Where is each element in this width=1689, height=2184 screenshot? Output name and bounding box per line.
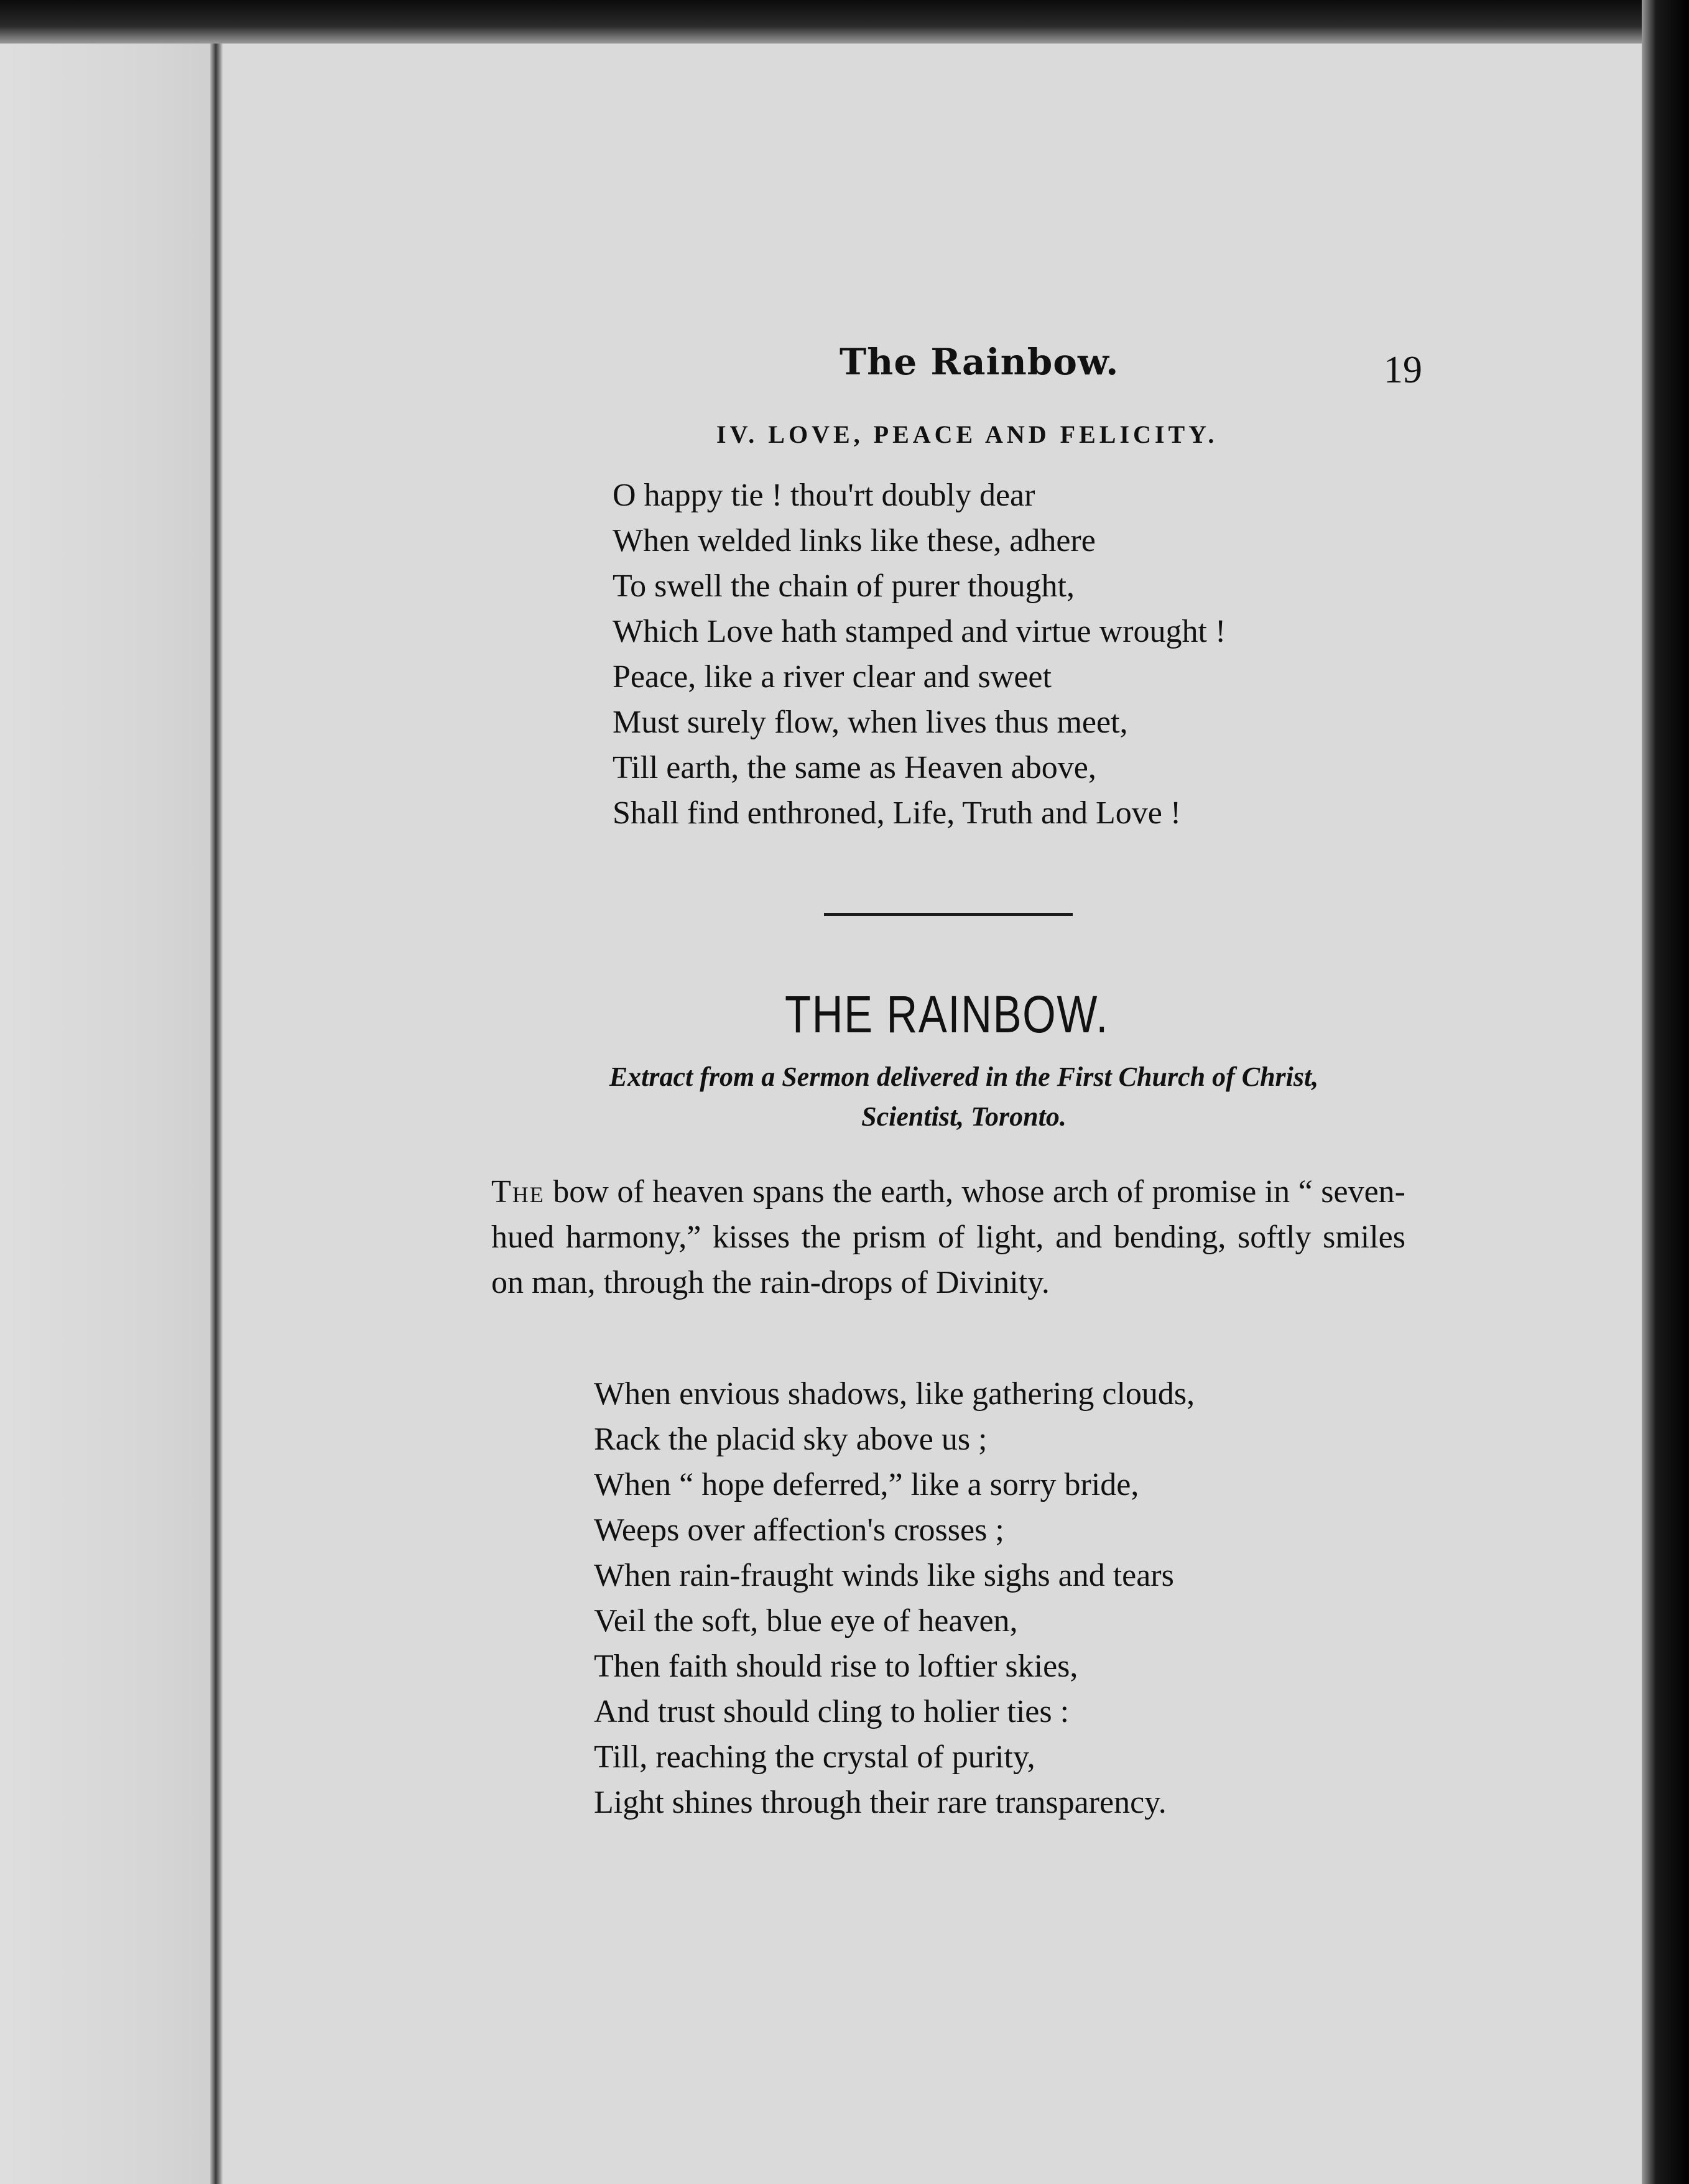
poem-line: Weeps over affection's crosses ; (594, 1512, 1004, 1548)
poem-line: And trust should cling to holier ties : (594, 1694, 1070, 1729)
poem-line: Rack the placid sky above us ; (594, 1422, 988, 1457)
subtitle-line: Extract from a Sermon delivered in the First Church of Christ, (609, 1062, 1319, 1092)
poem-rainbow-verse (594, 1371, 1195, 1825)
poem-line: When “ hope deferred,” like a sorry bride, (594, 1467, 1139, 1502)
poem-line: Till earth, the same as Heaven above, (613, 750, 1096, 785)
book-gutter (210, 44, 223, 2184)
poem-line: When rain-fraught winds like sighs and tears (594, 1558, 1174, 1593)
poem-line: O happy tie ! thou'rt doubly dear (613, 478, 1035, 513)
section-heading: IV. LOVE, PEACE AND FELICITY. (716, 420, 1218, 448)
poem-line: To swell the chain of purer thought, (613, 568, 1075, 604)
running-head: The Rainbow. (840, 341, 1119, 383)
poem-line: Till, reaching the crystal of purity, (594, 1739, 1035, 1775)
poem-line: When envious shadows, like gathering clouds, (594, 1376, 1195, 1412)
facing-page-edge (0, 44, 215, 2184)
paragraph-text: bow of heaven spans the earth, whose arch of promise in “ seven-hued harmony,” kisses the prism of light, and bending, softly smiles on man, through the rain-drops of Divinity. (491, 1174, 1405, 1300)
article-paragraph (491, 1169, 1405, 1305)
page-number: 19 (1384, 349, 1422, 391)
subtitle-line: Scientist, Toronto. (861, 1101, 1067, 1132)
paragraph-lead-word: The (491, 1174, 545, 1210)
poem-line: Peace, like a river clear and sweet (613, 659, 1052, 695)
poem-line: Then faith should rise to loftier skies, (594, 1649, 1078, 1684)
poem-line: Shall find enthroned, Life, Truth and Love ! (613, 795, 1182, 831)
poem-line: Light shines through their rare transparency. (594, 1785, 1167, 1820)
poem-line: When welded links like these, adhere (613, 523, 1096, 558)
poem-line: Which Love hath stamped and virtue wrought ! (613, 614, 1226, 649)
scan-top-edge (0, 0, 1689, 44)
poem-love-peace-felicity (613, 473, 1226, 836)
poem-line: Must surely flow, when lives thus meet, (613, 705, 1128, 740)
section-divider (824, 913, 1073, 916)
article-subtitle (516, 1057, 1412, 1137)
article-title: THE RAINBOW. (785, 985, 1109, 1043)
scan-right-edge (1642, 0, 1689, 2184)
poem-line: Veil the soft, blue eye of heaven, (594, 1603, 1018, 1639)
